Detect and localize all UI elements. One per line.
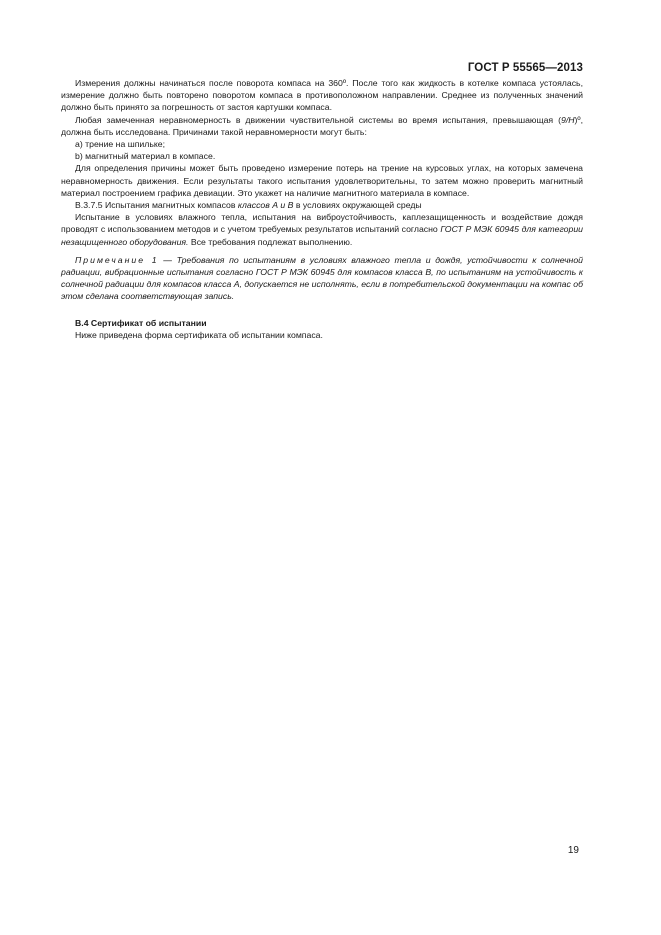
section-title-b4: В.4 Сертификат об испытании — [75, 317, 207, 328]
paragraph-irregularity-start: Любая замеченная неравномерность в движении чувствительной системы во время испытания, превышающая ( — [75, 114, 561, 125]
page-number: 19 — [567, 845, 579, 856]
paragraph-environment-start: Испытание в условиях влажного тепла, испытания на виброустойчивость, каплезащищенность и воздействие дождя проводят с использованием методов и с учетом требуемых результатов испытаний согласно — [61, 212, 583, 235]
paragraph-irregularity-end: )º, должна быть исследована. Причинами такой неравномерности могут быть: — [61, 114, 583, 137]
clause-classes: классов А и В — [237, 200, 294, 211]
note-text: — Требования по испытаниям в условиях влажного тепла и дождя, устойчивости к солнечной радиации, вибрационные испытания согласно ГОСТ Р МЭК 60945 для компасов класса В, по испытаниям на устойчивость к солнечной радиации для компасов класса А, допускается не исполнять, если в потребительской документации на компас об этом сделана соответствующая запись. — [61, 254, 584, 302]
paragraph-cause: Для определения причины может быть проведено измерение потерь на трение на курсовых углах, на которых замечена неравномерность движения. Если результаты такого испытания удовлетворительны, то затем можно проверить магнитный материал построением графика девиации. Это укажет на наличие магнитного материала в компасе. — [61, 163, 583, 198]
page-content — [61, 77, 583, 341]
standard-code-header: ГОСТ Р 55565—2013 — [467, 62, 583, 74]
clause-b-3-7-5-start: В.3.7.5 Испытания магнитных компасов — [75, 200, 238, 211]
list-item-b: b) магнитный материал в компасе. — [75, 151, 216, 162]
list-item-a: а) трение на шпильке; — [75, 139, 165, 150]
paragraph-irregularity — [61, 114, 583, 138]
paragraph-environment-tests — [61, 211, 583, 248]
clause-b-3-7-5-end: в условиях окружающей среды — [293, 200, 422, 211]
paragraph-environment-reference: ГОСТ Р МЭК 60945 для категории незащищенного оборудования. — [61, 224, 584, 247]
formula-9-over-h: 9/H — [560, 114, 575, 125]
clause-b-3-7-5 — [61, 199, 583, 211]
note-label: Примечание 1 — [75, 254, 159, 265]
paragraph-environment-end: Все требования подлежат выполнению. — [188, 236, 353, 247]
paragraph-measurement: Измерения должны начинаться после поворота компаса на 360º. После того как жидкость в котелке компаса устоялась, измерение должно быть повторено поворотом компаса в противоположном направлении. Среднее из полученных значений должно быть принято за погрешность от застоя картушки компаса. — [61, 78, 583, 113]
paragraph-certificate-form: Ниже приведена форма сертификата об испытании компаса. — [75, 329, 323, 340]
note-1 — [61, 254, 583, 303]
